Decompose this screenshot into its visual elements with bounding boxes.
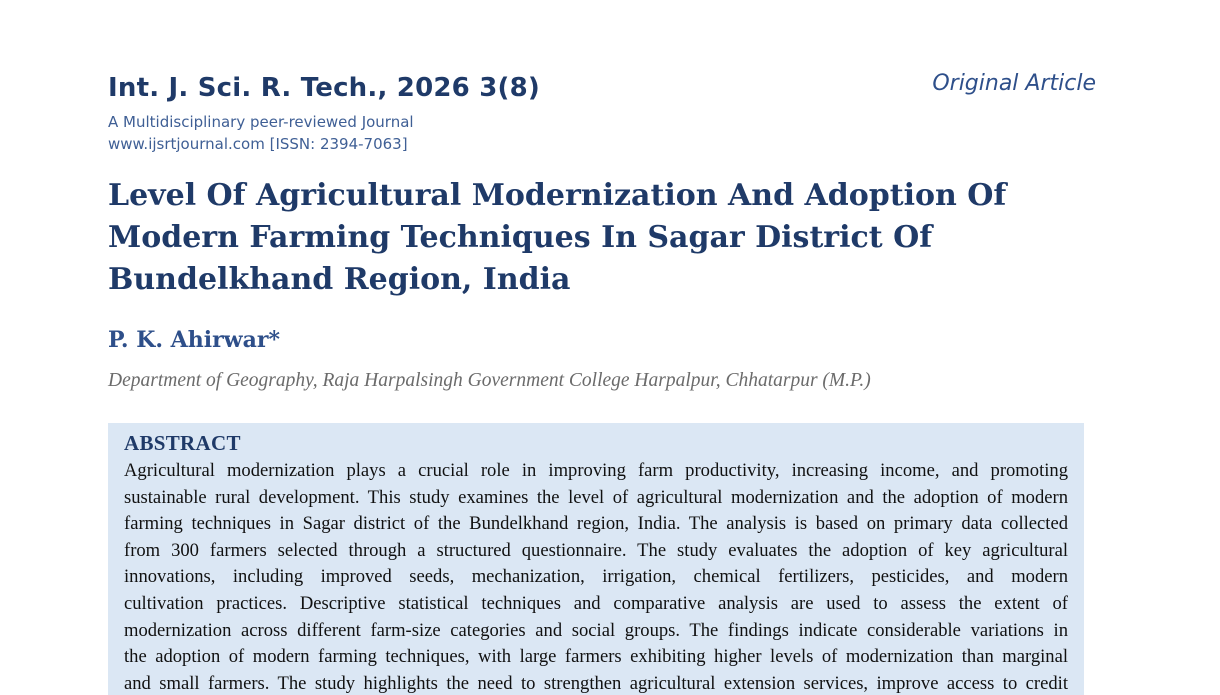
author-affiliation: Department of Geography, Raja Harpalsingh Government College Harpalpur, Chhatarpur (M.P.) (108, 370, 871, 391)
journal-subtitle: A Multidisciplinary peer-reviewed Journal (108, 113, 414, 131)
paper-title (108, 175, 1108, 301)
abstract-line: cultivation practices. Descriptive statistical techniques and comparative analysis are used to assess the extent of (124, 592, 1068, 614)
article-type-label: Original Article (932, 71, 1096, 96)
abstract-body (124, 458, 1068, 695)
abstract-line: from 300 farmers selected through a structured questionnaire. The study evaluates the adoption of key agricultural (124, 539, 1068, 561)
abstract-line: and small farmers. The study highlights the need to strengthen agricultural extension services, improve access to credit (124, 672, 1068, 694)
journal-website-issn: www.ijsrtjournal.com [ISSN: 2394-7063] (108, 135, 408, 153)
abstract-line: the adoption of modern farming techniques, with large farmers exhibiting higher levels of modernization than marginal (124, 646, 1068, 668)
abstract-line: farming techniques in Sagar district of the Bundelkhand region, India. The analysis is based on primary data collected (124, 513, 1068, 535)
paper-title-line: Level Of Agricultural Modernization And Adoption Of (108, 178, 1007, 213)
journal-title: Int. J. Sci. R. Tech., 2026 3(8) (108, 73, 540, 103)
abstract-line: sustainable rural development. This study examines the level of agricultural modernization and the adoption of modern (124, 486, 1068, 508)
author-name: P. K. Ahirwar* (108, 327, 280, 353)
abstract-heading: ABSTRACT (124, 431, 241, 455)
abstract-line: Agricultural modernization plays a crucial role in improving farm productivity, increasing income, and promoting (124, 460, 1068, 481)
abstract-section (108, 423, 1084, 695)
paper-title-line: Modern Farming Techniques In Sagar District Of (108, 220, 933, 255)
paper-title-line: Bundelkhand Region, India (108, 262, 571, 297)
abstract-line: modernization across different farm-size categories and social groups. The findings indicate considerable variations in (124, 619, 1068, 641)
abstract-line: innovations, including improved seeds, mechanization, irrigation, chemical fertilizers, pesticides, and modern (124, 566, 1068, 588)
